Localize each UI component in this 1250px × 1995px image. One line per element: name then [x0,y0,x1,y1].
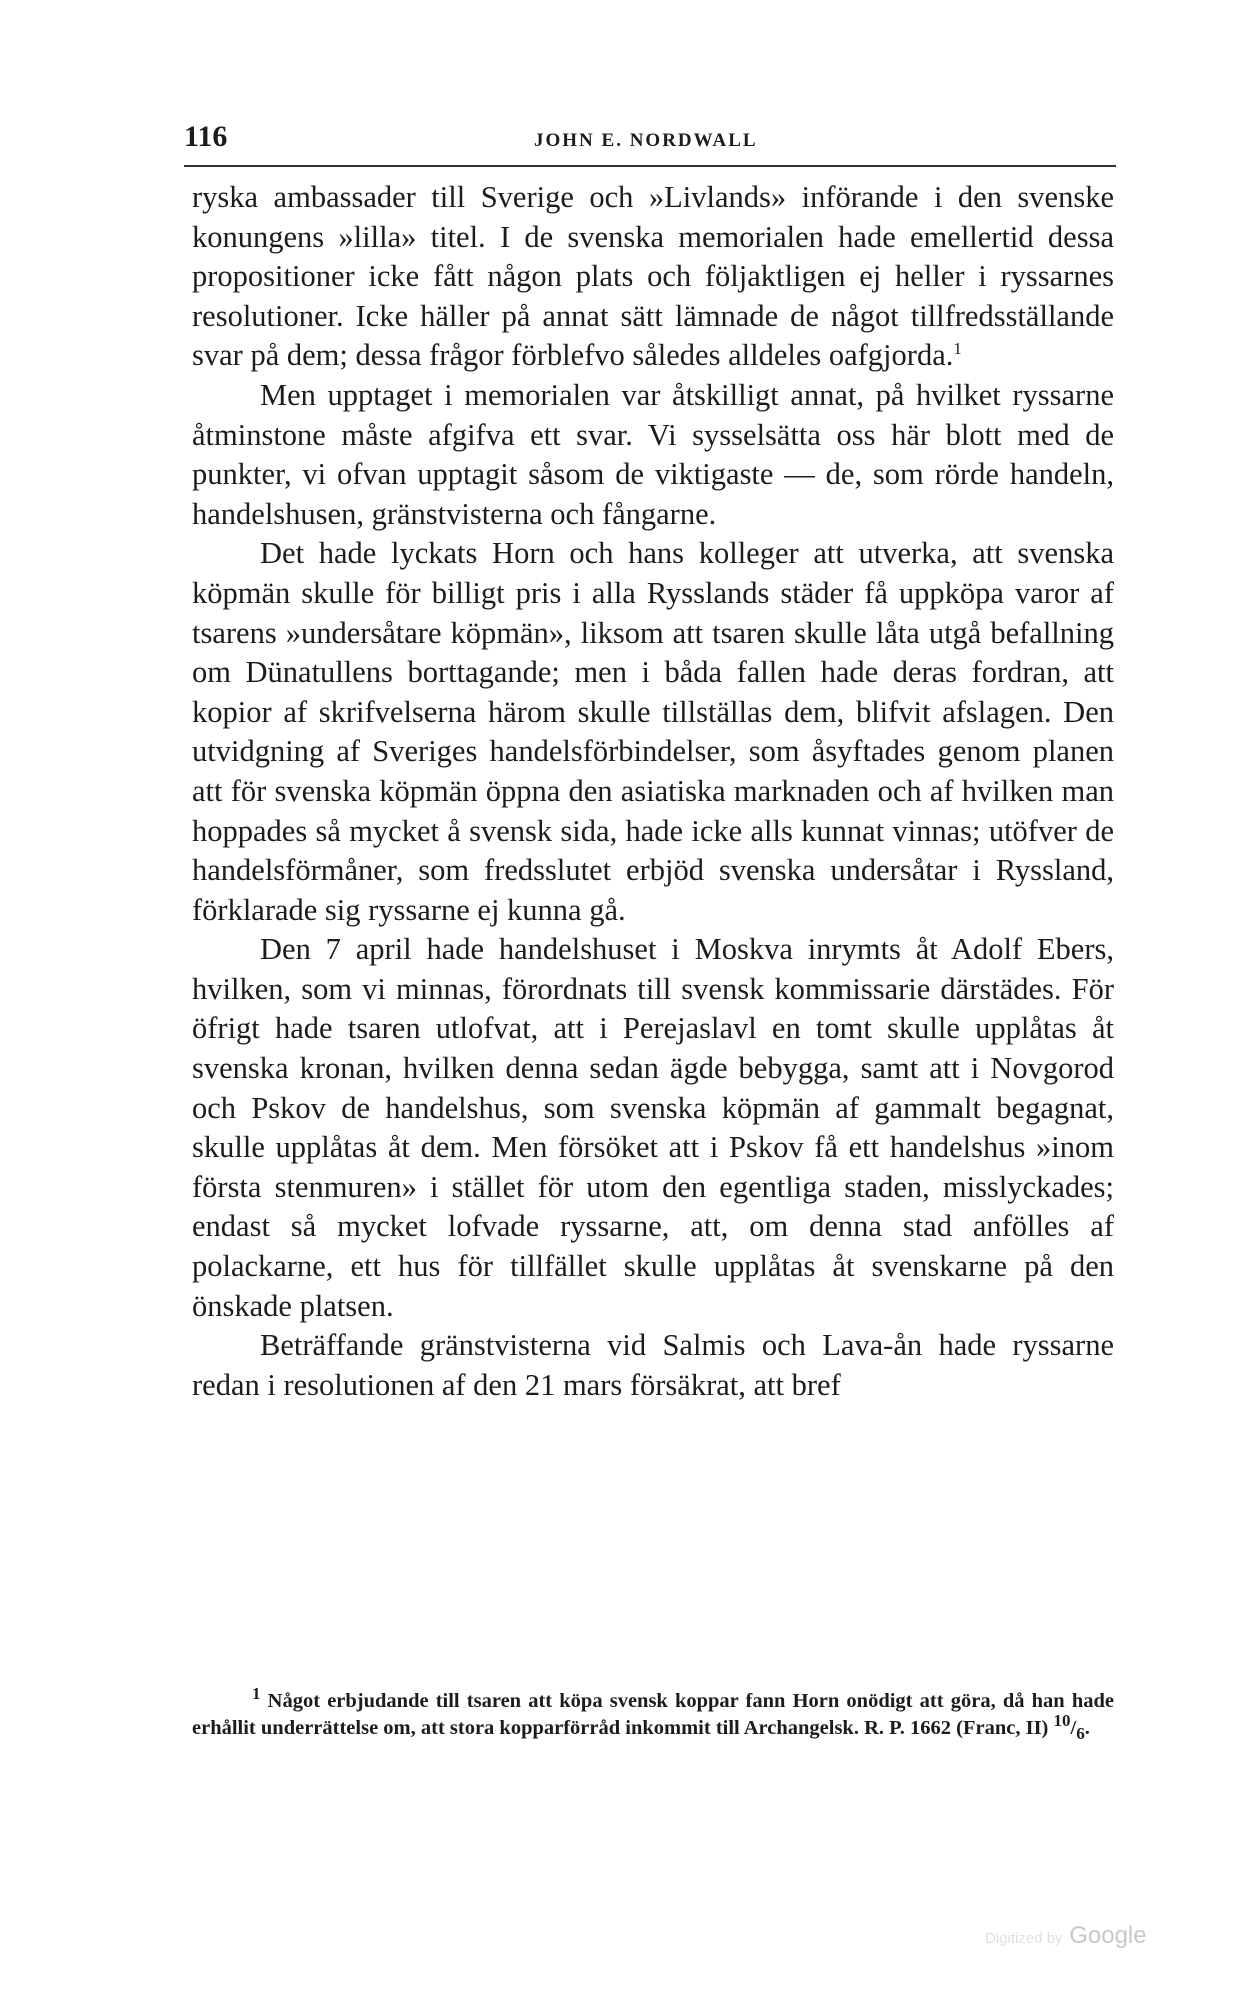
footnote-fraction-denominator: 6 [1076,1724,1085,1744]
footnote-end: . [1084,1717,1090,1739]
page-number: 116 [184,120,228,153]
running-head: JOHN E. NORDWALL [534,130,758,151]
footnote-fraction-numerator: 10 [1053,1711,1071,1731]
body-text [192,178,1114,1405]
footnote-reference: 1 [953,339,962,359]
paragraph-5: Beträffande gränstvisterna vid Salmis och Lava-ån hade ryssarne redan i resolutionen af den 21 mars försäkrat, att bref [192,1328,1114,1402]
paragraph-4: Den 7 april hade handelshuset i Moskva inrymts åt Adolf Ebers, hvilken, som vi minnas, förordnats till svensk kommissarie därstädes. För öfrigt hade tsaren utlofvat, att i Perejaslavl en tomt skulle upplåtas åt svenska kronan, hvilken denna sedan ägde bebygga, samt att i Novgorod och Pskov de handelshus, som svenska köpmän af gammalt begagnat, skulle upplåtas åt dem. Men försöket att i Pskov få ett handelshus »inom första stenmuren» i stället för utom den egentliga staden, misslyckades; endast så mycket lofvade ryssarne, att, om denna stad anfölles af polackarne, ett hus för tillfället skulle upplåtas åt svenskarne på den önskade platsen. [192,932,1114,1323]
footnote-marker: 1 [252,1684,261,1704]
footnote-1: $^1$ Något erbjudande till tsaren att köpa svensk koppar fann Horn onödigt att göra, då han hade erhållit underrättelse om, att stora kopparförråd inkommit till Archangelsk. R. P. 1662 (Franc, II) $^{10}/_6$. [192,1684,1114,1744]
digitized-watermark [985,1922,1147,1950]
page-header [184,120,1114,160]
paragraph-3: Det hade lyckats Horn och hans kolleger att utverka, att svenska köpmän skulle för billigt pris i alla Rysslands städer få uppköpa varor af tsarens »undersåtare köpmän», liksom att tsaren skulle låta utgå befallning om Dünatullens borttagande; men i båda fallen hade deras fordran, att kopior af skrifvelserna härom skulle tillställas dem, blifvit afslagen. Den utvidgning af Sveriges handelsförbindelser, som åsyftades genom planen att för svenska köpmän öppna den asiatiska marknaden och af hvilken man hoppades så mycket å svensk sida, hade icke alls kunnat vinnas; utöfver de handelsförmåner, som fredsslutet erbjöd svenska undersåtar i Ryssland, förklarade sig ryssarne ej kunna gå. [192,536,1114,927]
header-rule [184,165,1116,167]
watermark-prefix: Digitized by [985,1930,1063,1947]
paragraph-1: ryska ambassader till Sverige och »Livlands» införande i den svenske konungens »lilla» titel. I de svenska memorialen hade emellertid dessa propositioner icke fått någon plats och följaktligen ej heller i ryssarnes resolutioner. Icke häller på annat sätt lämnade de något tillfredsställande svar på dem; dessa frågor förblefvo således alldeles oafgjorda.$^1$ [192,180,1114,373]
footnote-text: Något erbjudande till tsaren att köpa svensk koppar fann Horn onödigt att göra, då han hade erhållit underrättelse om, att stora kopparförråd inkommit till Archangelsk. R. P. 1662 (Franc, II) [192,1690,1114,1739]
footnotes [192,1684,1114,1747]
paragraph-2: Men upptaget i memorialen var åtskilligt annat, på hvilket ryssarne åtminstone måste afgifva ett svar. Vi sysselsätta oss här blott med de punkter, vi ofvan upptagit såsom de viktigaste — de, som rörde handeln, handelshusen, gränstvisterna och fångarne. [192,377,1114,531]
watermark-brand: Google [1069,1922,1147,1949]
